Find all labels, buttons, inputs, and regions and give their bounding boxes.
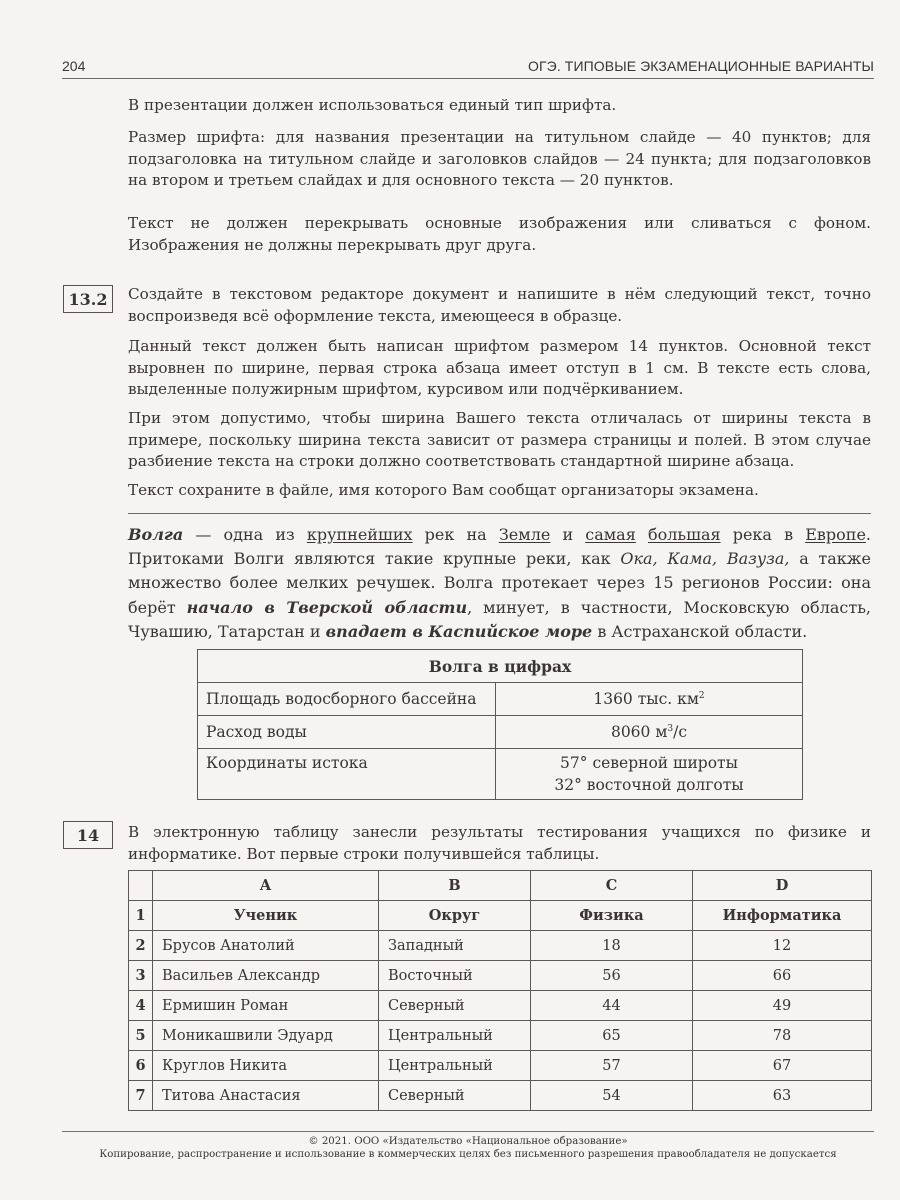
volga-facts-table [197,649,803,800]
column-header-row [129,871,872,901]
task-13-2-paragraph-2: Данный текст должен быть написан шрифтом размером 14 пунктов. Основной текст выровнен по ширине, первая строка абзаца имеет отступ в 1 см. В тексте есть слова, выделенные полужирным шрифтом, курсивом или подчёркиванием. [128,337,871,398]
sample-underlined: большая [647,525,721,544]
table-row [129,1051,872,1081]
sample-text-run: река в [720,525,806,544]
cs-cell: 12 [693,931,872,961]
student-cell: Круглов Никита [153,1051,379,1081]
row-number: 2 [129,931,153,961]
table-row [129,1081,872,1111]
table-row [198,749,803,800]
sample-text-run: рек на [412,525,499,544]
student-cell: Ермишин Роман [153,991,379,1021]
physics-cell: 57 [531,1051,693,1081]
sample-text-run: , минует, в частности, Московскую область, Чувашию, Татарстан и [128,597,872,641]
fact-label: Площадь водосборного бассейна [198,683,496,716]
column-header-d: D [693,871,872,901]
row-number: 7 [129,1081,153,1111]
district-cell: Восточный [379,961,531,991]
physics-cell: 56 [531,961,693,991]
sample-text-run [636,525,648,544]
cs-cell: 63 [693,1081,872,1111]
physics-cell: 44 [531,991,693,1021]
sample-bold-italic: начало в Тверской области [186,597,468,617]
intro-paragraph-1: В презентации должен использоваться единый тип шрифта. [128,96,617,114]
section-divider [128,513,871,514]
task-14-paragraph: В электронную таблицу занесли результаты тестирования учащихся по физике и информатике. Вот первые строки получившейся таблицы. [128,823,871,863]
superscript: 2 [698,691,705,701]
task-13-2-paragraph-4: Текст сохраните в файле, имя которого Вам сообщат организаторы экзамена. [128,481,759,499]
sample-underlined: Земле [498,525,551,544]
footer-divider [62,1131,874,1132]
fact-value-line-1: 57° северной широты [560,754,738,772]
task-13-2-paragraph-3: При этом допустимо, чтобы ширина Вашего текста отличалась от ширины текста в примере, поскольку ширина текста зависит от размера страницы и полей. В этом случае разбиение текста на строки должно соответствовать стандартной ширине абзаца. [128,409,871,470]
student-cell: Брусов Анатолий [153,931,379,961]
table-row [129,961,872,991]
column-header-b: B [379,871,531,901]
district-cell: Западный [379,931,531,961]
physics-cell: 65 [531,1021,693,1051]
task-number-badge-13-2: 13.2 [63,285,113,313]
row-number: 3 [129,961,153,991]
footer [62,1136,874,1161]
header-cell: Ученик [153,901,379,931]
sample-text-run: . Притоками Волги являются такие крупные реки, как [128,525,872,569]
table-row [129,901,872,931]
student-cell: Моникашвили Эдуард [153,1021,379,1051]
fact-value-text: 8060 м [610,723,668,741]
table-row [129,1021,872,1051]
cs-cell: 78 [693,1021,872,1051]
row-number: 4 [129,991,153,1021]
physics-cell: 54 [531,1081,693,1111]
fact-label: Расход воды [198,716,496,749]
copyright-notice: Копирование, распространение и использование в коммерческих целях без письменного разрешения правообладателя не допускается [99,1148,837,1160]
sample-underlined: самая [585,525,636,544]
district-cell: Центральный [379,1021,531,1051]
sample-text [128,523,871,644]
cs-cell: 67 [693,1051,872,1081]
row-number: 6 [129,1051,153,1081]
cs-cell: 49 [693,991,872,1021]
running-title: ОГЭ. ТИПОВЫЕ ЭКЗАМЕНАЦИОННЫЕ ВАРИАНТЫ [528,58,874,74]
student-cell: Титова Анастасия [153,1081,379,1111]
facts-table-title: Волга в цифрах [198,650,803,683]
column-header-c: C [531,871,693,901]
row-number: 5 [129,1021,153,1051]
intro-paragraph-2: Размер шрифта: для названия презентации на титульном слайде — 40 пунктов; для подзаголовка на титульном слайде и заголовков слайдов — 24 пункта; для подзаголовков на втором и третьем слайдах и для основного текста — 20 пунктов. [128,128,871,189]
fact-value-line-2: 32° восточной долготы [554,776,744,794]
column-header-a: A [153,871,379,901]
physics-cell: 18 [531,931,693,961]
table-row [129,931,872,961]
sample-text-run: — одна из [183,525,307,544]
fact-value [496,716,803,749]
table-row [198,683,803,716]
table-row [129,991,872,1021]
student-cell: Васильев Александр [153,961,379,991]
header-cell: Информатика [693,901,872,931]
sample-italic: Ока, Кама, Вазуза, [620,549,790,569]
fact-label: Координаты истока [198,749,496,800]
header-cell: Округ [379,901,531,931]
row-number: 1 [129,901,153,931]
sample-bold-italic: Волга [128,525,184,544]
corner-cell [129,871,153,901]
fact-value [496,749,803,800]
task-13-2-paragraph-1: Создайте в текстовом редакторе документ и напишите в нём следующий текст, точно воспроизведя всё оформление текста, имеющееся в образце. [128,285,871,325]
spreadsheet-table [128,870,872,1111]
sample-bold-italic: впадает в Каспийское море [325,621,593,641]
fact-value-text: 1360 тыс. км [593,690,699,708]
district-cell: Центральный [379,1051,531,1081]
sample-text-run: а также множество более мелких речушек. Волга протекает через 15 регионов России: она берёт [128,549,871,617]
page-number: 204 [62,58,86,74]
cs-cell: 66 [693,961,872,991]
running-header [62,56,874,79]
district-cell: Северный [379,1081,531,1111]
superscript: 3 [667,724,674,734]
sample-text-run: и [550,525,586,544]
fact-value [496,683,803,716]
fact-value-suffix: /с [673,723,688,741]
sample-underlined: крупнейших [306,525,413,544]
sample-text-run: в Астраханской области. [592,621,808,641]
intro-paragraph-3: Текст не должен перекрывать основные изображения или сливаться с фоном. Изображения не должны перекрывать друг друга. [128,214,871,254]
copyright-line: © 2021. ООО «Издательство «Национальное образование» [308,1136,628,1147]
header-cell: Физика [531,901,693,931]
sample-underlined: Европе [805,525,866,544]
table-row [198,716,803,749]
task-number-badge-14: 14 [63,821,113,849]
district-cell: Северный [379,991,531,1021]
